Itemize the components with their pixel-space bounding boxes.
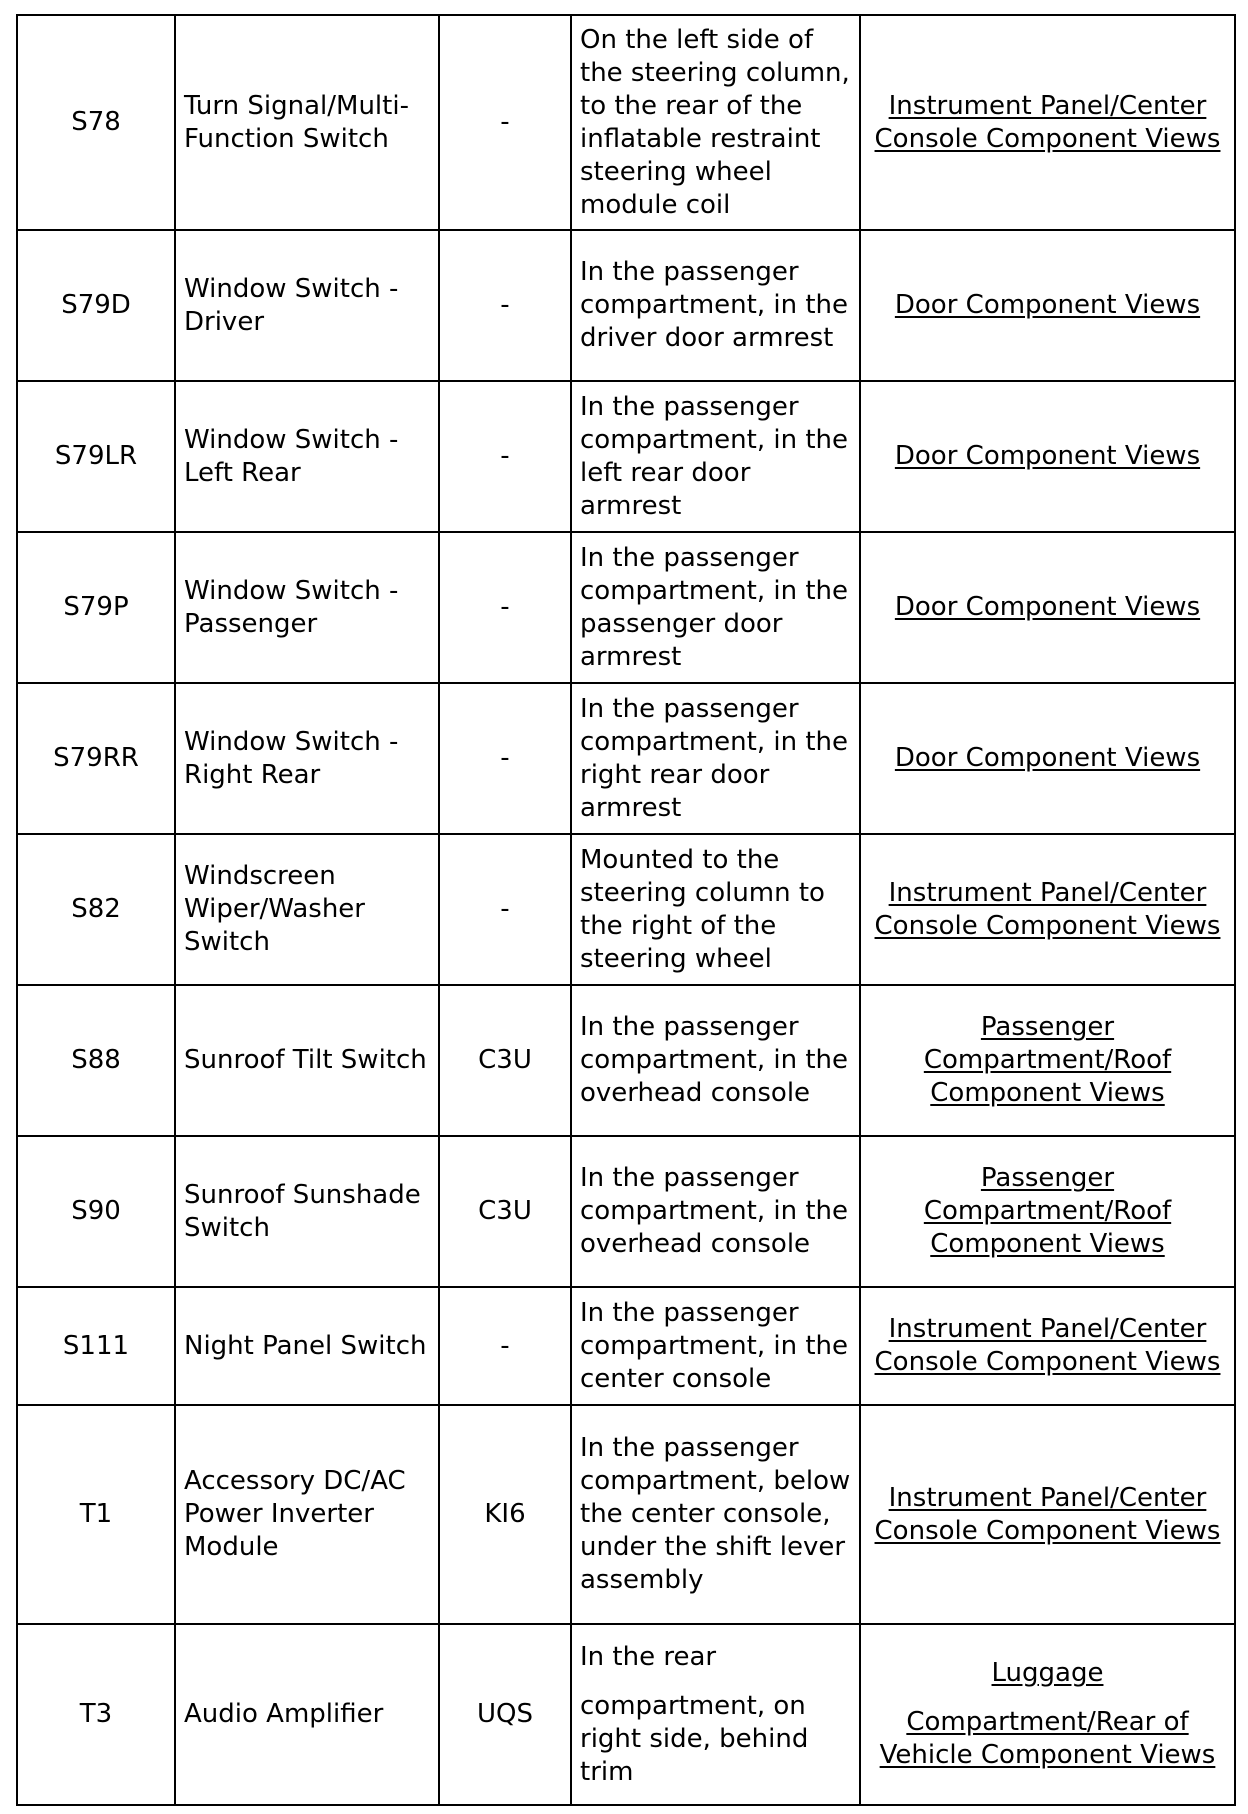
component-name: Window Switch - Passenger [175, 532, 439, 683]
view-link-door[interactable]: Door Component Views [894, 441, 1201, 471]
view-link-instrument-panel[interactable]: Instrument Panel/Center Console Component Views [874, 1482, 1221, 1546]
connector-code: C3U [439, 1136, 571, 1287]
component-location: In the rear [580, 1641, 717, 1672]
view-link-luggage[interactable]: Luggage [991, 1658, 1104, 1688]
component-locator-table [16, 14, 1236, 1806]
component-id: T3 [17, 1624, 175, 1805]
connector-code: - [439, 834, 571, 985]
component-location-continued: compartment, on right side, behind trim [580, 1690, 809, 1787]
component-location: In the passenger compartment, in the passenger door armrest [571, 532, 860, 683]
view-link-door[interactable]: Door Component Views [894, 290, 1201, 320]
connector-code: - [439, 381, 571, 532]
view-link-passenger-roof[interactable]: Passenger Compartment/Roof Component Views [923, 1163, 1172, 1259]
component-location: On the left side of the steering column, to the rear of the inflatable restraint steering wheel module coil [571, 15, 860, 230]
component-location: In the passenger compartment, in the right rear door armrest [571, 683, 860, 834]
component-id: S90 [17, 1136, 175, 1287]
view-link-luggage-continued[interactable]: Compartment/Rear of Vehicle Component Views [879, 1707, 1216, 1770]
connector-code: - [439, 683, 571, 834]
component-location: In the passenger compartment, in the left rear door armrest [571, 381, 860, 532]
table-row [17, 683, 1235, 834]
table-row [17, 532, 1235, 683]
view-link-door[interactable]: Door Component Views [894, 743, 1201, 773]
component-name: Window Switch - Left Rear [175, 381, 439, 532]
component-name: Sunroof Sunshade Switch [175, 1136, 439, 1287]
component-location: In the passenger compartment, in the driver door armrest [571, 230, 860, 381]
connector-code: - [439, 230, 571, 381]
connector-code: - [439, 532, 571, 683]
table-row [17, 834, 1235, 985]
component-name: Windscreen Wiper/Washer Switch [175, 834, 439, 985]
view-link-instrument-panel[interactable]: Instrument Panel/Center Console Component Views [874, 90, 1221, 154]
component-id: S79LR [17, 381, 175, 532]
component-id: S82 [17, 834, 175, 985]
component-location: In the passenger compartment, in the overhead console [571, 1136, 860, 1287]
table-row [17, 1136, 1235, 1287]
connector-code: - [439, 15, 571, 230]
table-row [17, 1405, 1235, 1624]
component-id: S88 [17, 985, 175, 1136]
component-id: S111 [17, 1287, 175, 1405]
component-id: T1 [17, 1405, 175, 1624]
table-row [17, 1624, 1235, 1805]
table-row [17, 381, 1235, 532]
component-name: Night Panel Switch [175, 1287, 439, 1405]
view-link-door[interactable]: Door Component Views [894, 592, 1201, 622]
table-row [17, 15, 1235, 230]
connector-code: - [439, 1287, 571, 1405]
component-name: Window Switch - Driver [175, 230, 439, 381]
component-location: In the passenger compartment, below the center console, under the shift lever assembly [571, 1405, 860, 1624]
component-location: In the passenger compartment, in the overhead console [571, 985, 860, 1136]
table-row [17, 230, 1235, 381]
view-link-instrument-panel[interactable]: Instrument Panel/Center Console Component Views [874, 877, 1221, 941]
table-row [17, 985, 1235, 1136]
component-id: S79P [17, 532, 175, 683]
component-name: Audio Amplifier [175, 1624, 439, 1805]
component-id: S78 [17, 15, 175, 230]
component-name: Accessory DC/AC Power Inverter Module [175, 1405, 439, 1624]
connector-code: C3U [439, 985, 571, 1136]
component-location: Mounted to the steering column to the right of the steering wheel [571, 834, 860, 985]
component-name: Sunroof Tilt Switch [175, 985, 439, 1136]
component-location: In the passenger compartment, in the center console [571, 1287, 860, 1405]
component-name: Turn Signal/Multi-Function Switch [175, 15, 439, 230]
component-name: Window Switch - Right Rear [175, 683, 439, 834]
view-link-passenger-roof[interactable]: Passenger Compartment/Roof Component Views [923, 1012, 1172, 1108]
table-row [17, 1287, 1235, 1405]
connector-code: UQS [439, 1624, 571, 1805]
connector-code: KI6 [439, 1405, 571, 1624]
component-id: S79RR [17, 683, 175, 834]
view-link-instrument-panel[interactable]: Instrument Panel/Center Console Component Views [874, 1314, 1221, 1377]
component-id: S79D [17, 230, 175, 381]
